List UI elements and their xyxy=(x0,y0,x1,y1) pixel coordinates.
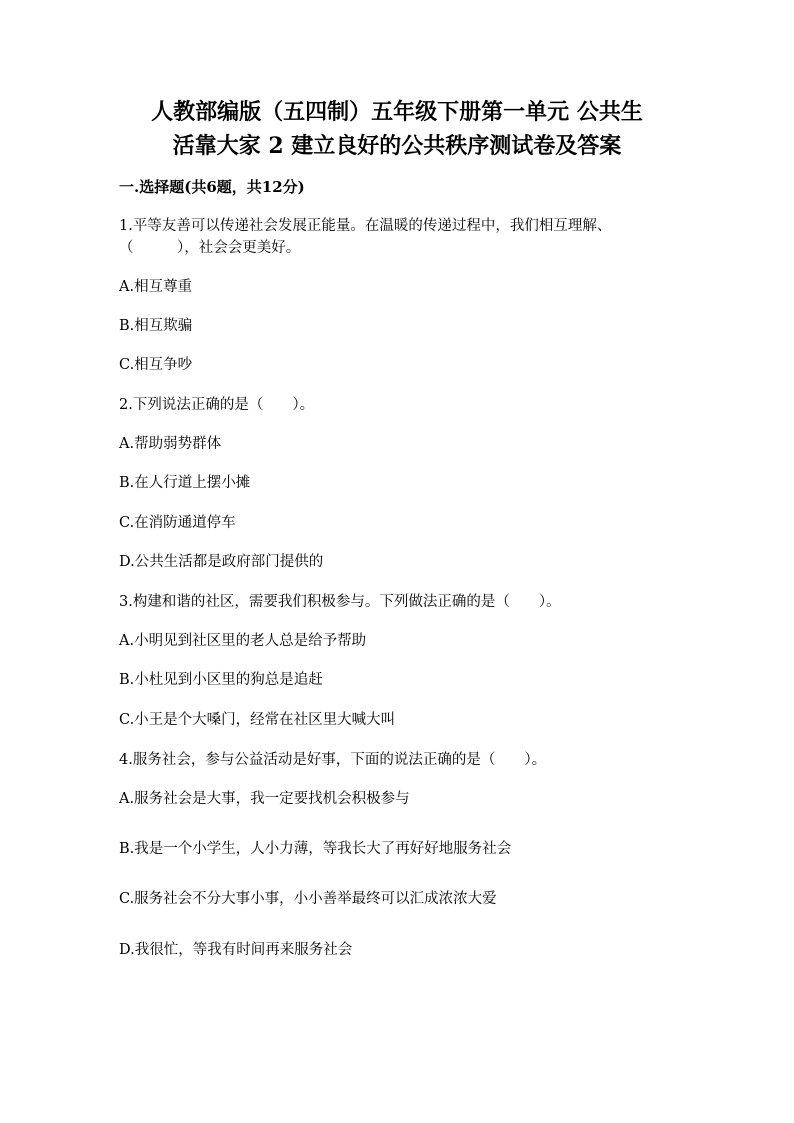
question-1-option-a: A.相互尊重 xyxy=(119,279,193,295)
question-3-option-a: A.小明见到社区里的老人总是给予帮助 xyxy=(119,633,367,649)
question-4-option-c: C.服务社会不分大事小事，小小善举最终可以汇成浓浓大爱 xyxy=(119,891,497,907)
question-1-option-b: B.相互欺骗 xyxy=(119,318,193,334)
question-4-option-b: B.我是一个小学生，人小力薄，等我长大了再好好地服务社会 xyxy=(119,841,512,857)
question-1-stem-line-1: 1.平等友善可以传递社会发展正能量。在温暖的传递过程中，我们相互理解、 xyxy=(119,218,612,234)
question-2-option-a: A.帮助弱势群体 xyxy=(119,436,222,452)
question-4-option-d: D.我很忙，等我有时间再来服务社会 xyxy=(119,942,353,958)
question-3-option-b: B.小杜见到小区里的狗总是追赶 xyxy=(119,672,323,688)
question-4-option-a: A.服务社会是大事，我一定要找机会积极参与 xyxy=(119,791,410,807)
question-2-option-d: D.公共生活都是政府部门提供的 xyxy=(119,554,324,570)
document-title-line-1: 人教部编版（五四制）五年级下册第一单元 公共生 xyxy=(151,99,643,125)
question-2-stem: 2.下列说法正确的是（ ）。 xyxy=(119,397,315,413)
question-2-option-c: C.在消防通道停车 xyxy=(119,515,236,531)
question-1-stem-line-2: （ ），社会会更美好。 xyxy=(119,240,301,256)
question-4-stem: 4.服务社会，参与公益活动是好事，下面的说法正确的是（ ）。 xyxy=(119,752,547,768)
document-title-line-2: 活靠大家 2 建立良好的公共秩序测试卷及答案 xyxy=(172,133,622,159)
question-3-stem: 3.构建和谐的社区，需要我们积极参与。下列做法正确的是（ ）。 xyxy=(119,594,561,610)
section-heading: 一.选择题(共6题，共12分) xyxy=(119,178,305,196)
question-2-option-b: B.在人行道上摆小摊 xyxy=(119,475,251,491)
question-1-option-c: C.相互争吵 xyxy=(119,357,193,373)
question-3-option-c: C.小王是个大嗓门，经常在社区里大喊大叫 xyxy=(119,712,396,728)
